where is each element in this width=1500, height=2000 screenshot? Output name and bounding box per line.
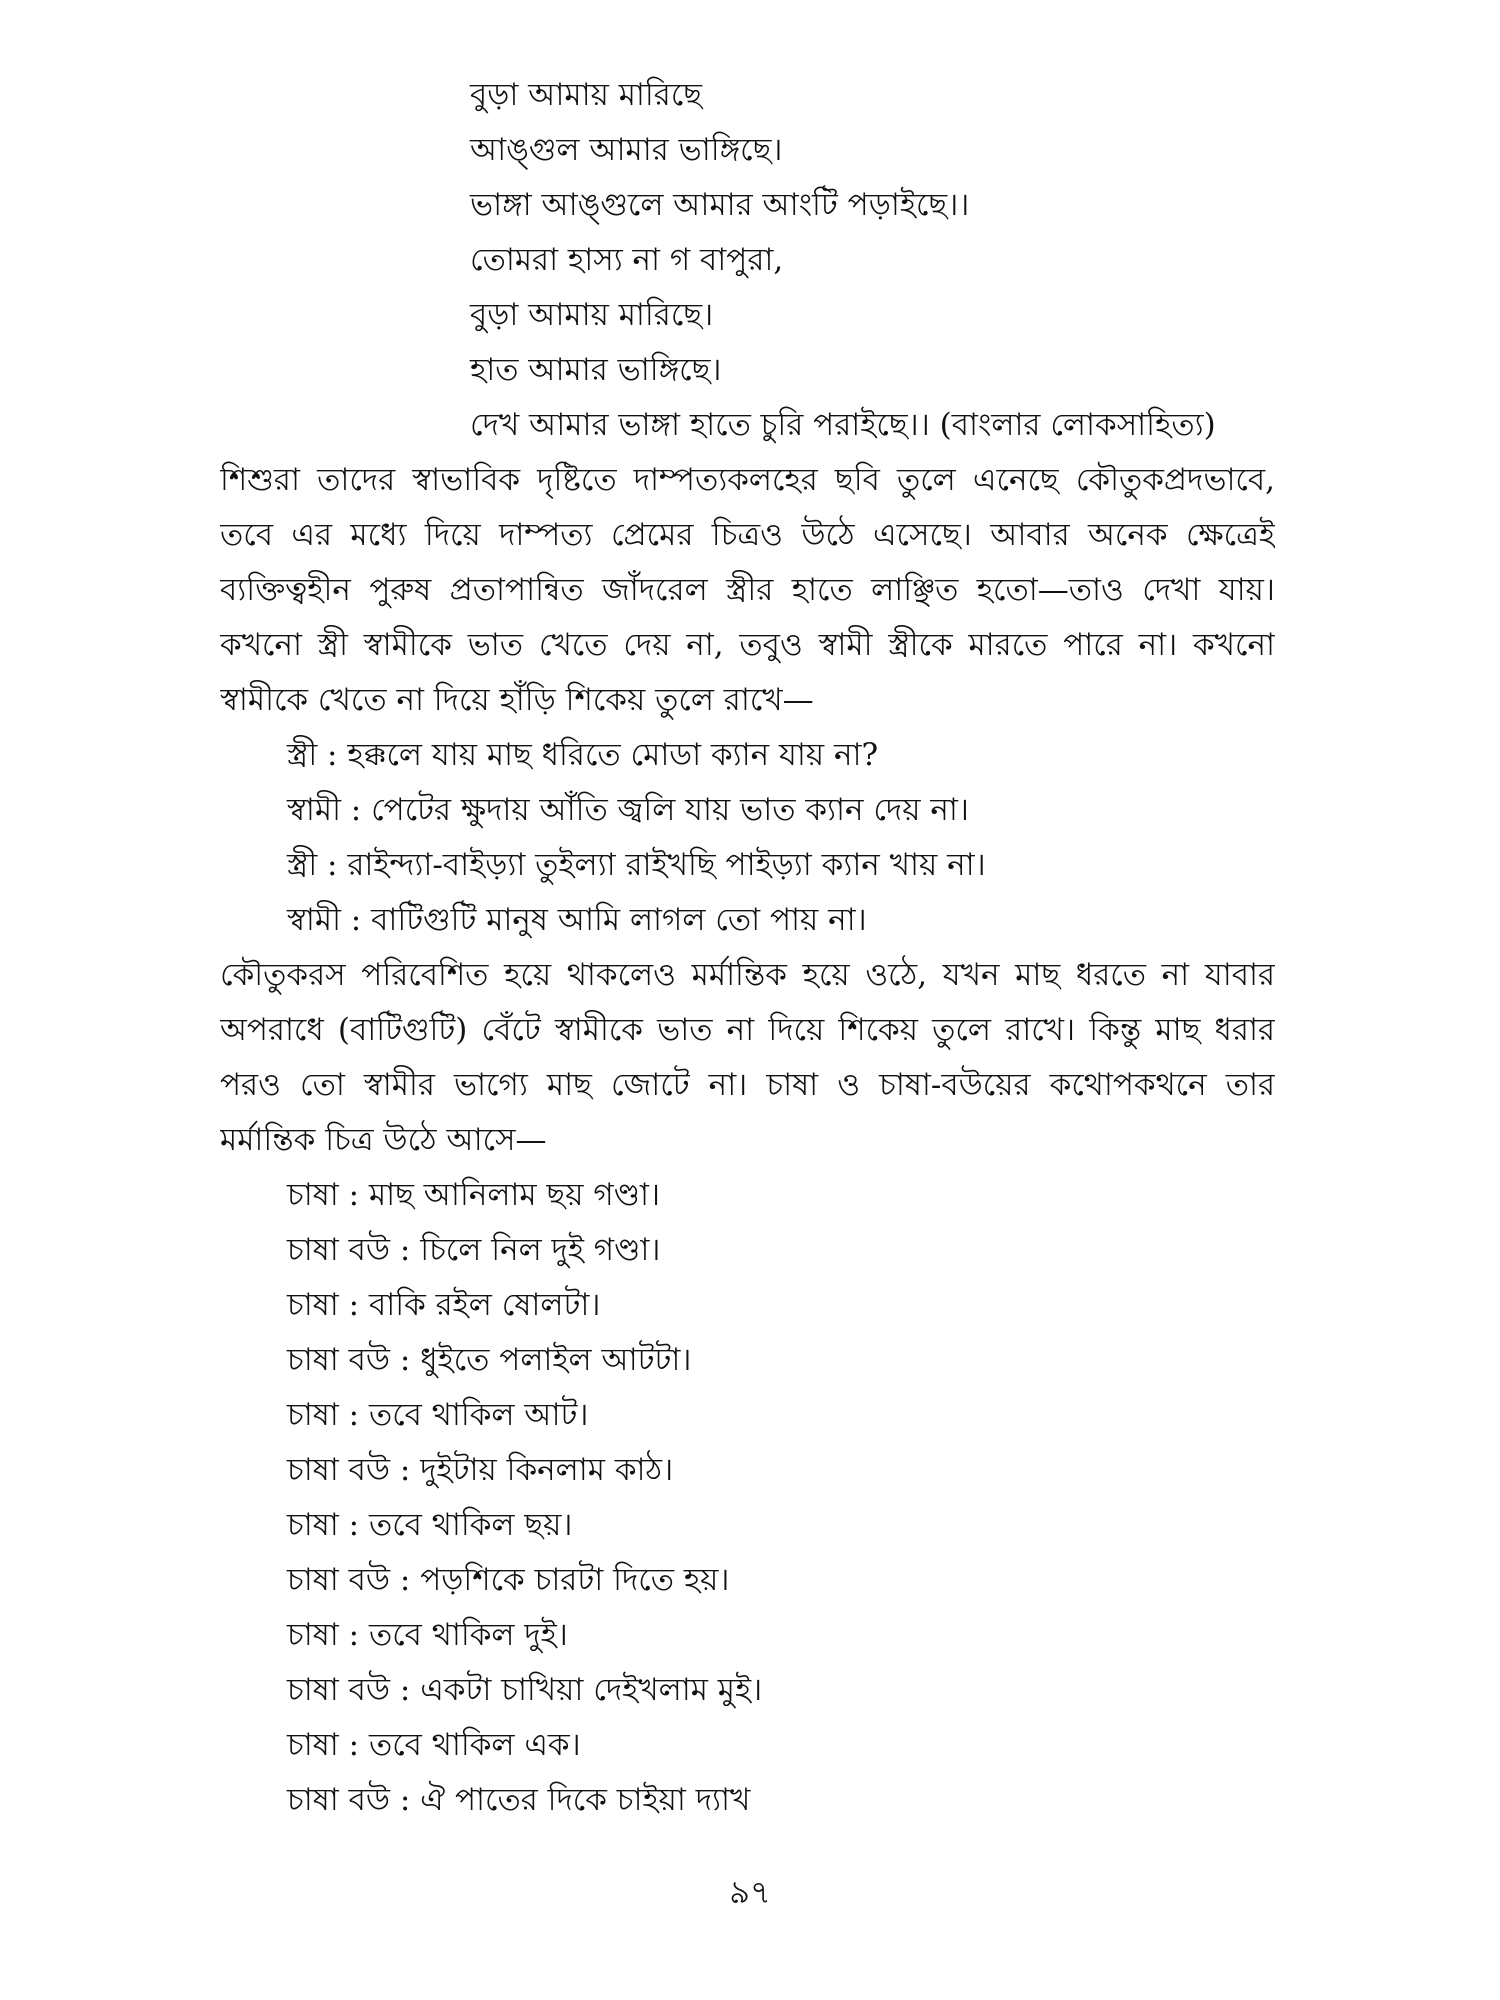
dialogue-line: চাষা : তবে থাকিল আট। <box>287 1397 589 1433</box>
poem-line: বুড়া আমায় মারিছে <box>470 77 703 113</box>
paragraph-line: কৌতুকরস পরিবেশিত হয়ে থাকলেও মর্মান্তিক হয়ে ওঠে, যখন মাছ ধরতে না যাবার <box>220 957 1275 993</box>
paragraph-1 <box>220 460 1275 735</box>
page-number: ৯৭ <box>729 1873 771 1911</box>
paragraph-line: তবে এর মধ্যে দিয়ে দাম্পত্য প্রেমের চিত্রও উঠে এসেছে। আবার অনেক ক্ষেত্রেই <box>220 517 1275 553</box>
dialogue-line: স্ত্রী : রাইন্দ্যা-বাইড়্যা তুইল্যা রাইখছি পাইড়্যা ক্যান খায় না। <box>287 847 986 883</box>
paragraph-line: কখনো স্ত্রী স্বামীকে ভাত খেতে দেয় না, তবুও স্বামী স্ত্রীকে মারতে পারে না। কখনো <box>220 627 1275 663</box>
dialogue-line: চাষা বউ : একটা চাখিয়া দেইখলাম মুই। <box>287 1672 763 1708</box>
poem-line: হাত আমার ভাঙ্গিছে। <box>470 352 722 388</box>
dialogue-line: চাষা : তবে থাকিল ছয়। <box>287 1507 573 1543</box>
dialogue-line: চাষা : তবে থাকিল দুই। <box>287 1617 568 1653</box>
dialogue-line: চাষা বউ : চিলে নিল দুই গণ্ডা। <box>287 1232 661 1268</box>
paragraph-line: শিশুরা তাদের স্বাভাবিক দৃষ্টিতে দাম্পত্যকলহের ছবি তুলে এনেছে কৌতুকপ্রদভাবে, <box>220 462 1275 498</box>
paragraph-line: মর্মান্তিক চিত্র উঠে আসে— <box>220 1122 547 1158</box>
poem-line: আঙ্গুল আমার ভাঙ্গিছে। <box>470 132 783 168</box>
dialogue-line: চাষা : বাকি রইল ষোলটা। <box>287 1287 601 1323</box>
poem-line: বুড়া আমায় মারিছে। <box>470 297 714 333</box>
dialogue-line: স্বামী : বাটিগুটি মানুষ আমি লাগল তো পায় না। <box>287 902 867 938</box>
poem-line-with-source: দেখ আমার ভাঙ্গা হাতে চুরি পরাইছে।। (বাংলার লোকসাহিত্য) <box>470 407 1216 443</box>
dialogue-line: চাষা বউ : ধুইতে পলাইল আটটা। <box>287 1342 692 1378</box>
dialogue-line: স্ত্রী : হক্কলে যায় মাছ ধরিতে মোডা ক্যান যায় না? <box>287 737 879 773</box>
paragraph-line: অপরাধে (বাটিগুটি) বেঁটে স্বামীকে ভাত না দিয়ে শিকেয় তুলে রাখে। কিন্তু মাছ ধরার <box>220 1012 1275 1048</box>
paragraph-line: পরও তো স্বামীর ভাগ্যে মাছ জোটে না। চাষা ও চাষা-বউয়ের কথোপকথনে তার <box>220 1067 1275 1103</box>
dialogue-line: স্বামী : পেটের ক্ষুদায় আঁতি জ্বলি যায় ভাত ক্যান দেয় না। <box>287 792 969 828</box>
dialogue-line: চাষা বউ : পড়শিকে চারটা দিতে হয়। <box>287 1562 730 1598</box>
dialogue-line: চাষা : তবে থাকিল এক। <box>287 1727 581 1763</box>
paragraph-line: স্বামীকে খেতে না দিয়ে হাঁড়ি শিকেয় তুলে রাখে— <box>220 682 814 718</box>
dialogue-line: চাষা : মাছ আনিলাম ছয় গণ্ডা। <box>287 1177 661 1213</box>
paragraph-line: ব্যক্তিত্বহীন পুরুষ প্রতাপান্বিত জাঁদরেল স্ত্রীর হাতে লাঞ্ছিত হতো—তাও দেখা যায়। <box>220 572 1275 608</box>
dialogue-line: চাষা বউ : ঐ পাতের দিকে চাইয়া দ্যাখ <box>287 1782 751 1818</box>
poem-line: ভাঙ্গা আঙ্গুলে আমার আংটি পড়াইছে।। <box>470 187 970 223</box>
dialogue-line: চাষা বউ : দুইটায় কিনলাম কাঠ। <box>287 1452 674 1488</box>
poem-line: তোমরা হাস্য না গ বাপুরা, <box>470 242 784 278</box>
paragraph-2 <box>220 955 1275 1175</box>
